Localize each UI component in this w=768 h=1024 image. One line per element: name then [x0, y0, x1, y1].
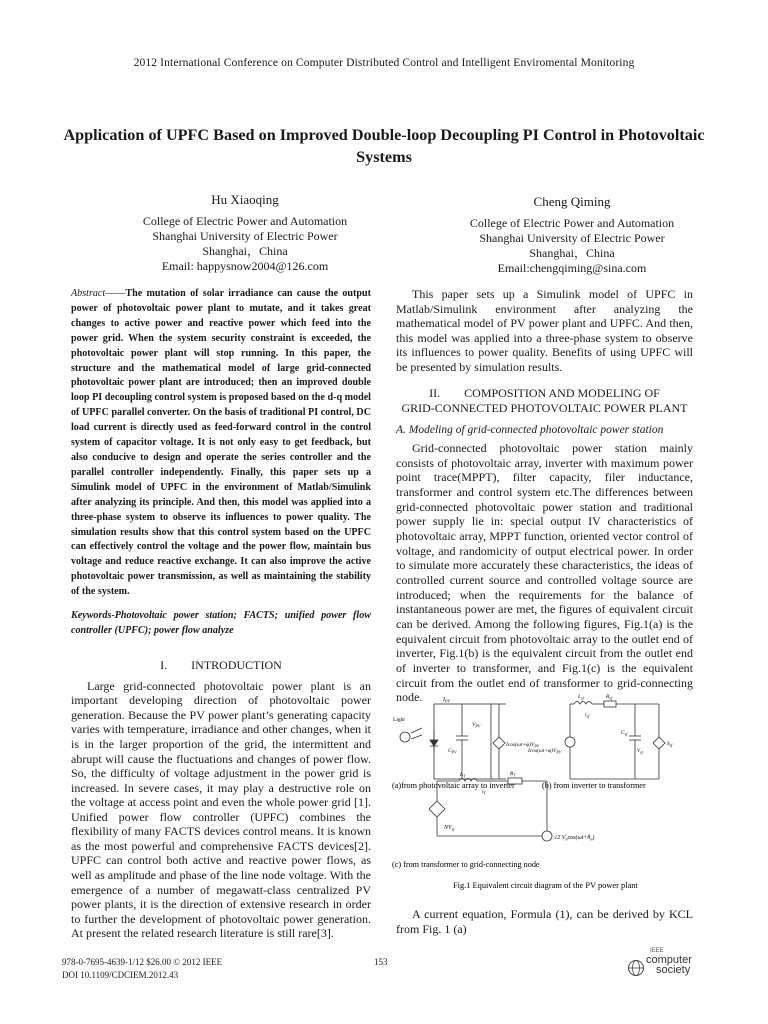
author-block-2: [433, 194, 711, 276]
label-ssf: $S_{sf}$: [667, 741, 673, 748]
label-isf: $i_{sf}$: [585, 712, 590, 719]
controlled-source-sf-icon: [653, 737, 665, 749]
abstract: [71, 287, 371, 600]
light-source-icon: [400, 732, 410, 742]
label-it: $i_T$: [482, 789, 486, 796]
author-email: Email:chengqiming@sina.com: [497, 261, 647, 275]
figure-1-circuit-diagram: [392, 690, 692, 893]
diode-icon: [430, 740, 438, 746]
inductor-sf-icon: [574, 702, 592, 705]
introduction-paragraph: Large grid-connected photovoltaic power plant is an important developing direction of photovoltaic power generation. Because the PV power plant’s generating capacity varies with temperature, irradiance and other changes, when it is in the larger proportion of the grid, the intermittent and abrupt will cause the fluctuations and changes of power flow. So, the difficulty of voltage adjustment in the power grid is increased. In severe cases, it may play a destructive role on the voltage at access point and even the whole power grid [1]. Unified power flow controller (UPFC) combines the flexibility of many FACTS devices control means. It is known as the most powerful and comprehensive FACTS devices[2]. UPFC can control both active and reactive power flows, as well as amplitude and phase of the line node voltage. With the emergence of a number of megawatt-class centralized PV power plants, it is the direction of extensive research in order to further the development of photovoltaic power generation. At present the related research literature is still rare[3].: [71, 678, 371, 941]
logo-society-text: society: [656, 964, 691, 976]
abstract-text: The mutation of solar irradiance can cause the output power of photovoltaic power plant to mutate, and it takes great changes to active power and reactive power which feed into the power grid. When the system security constraint is exceeded, the photovoltaic power plant will stop running. In this paper, the structure and the mathematical model of large grid-connected photovoltaic power plant are introduced; then an improved double loop PI decoupling control system is proposed based on the d-q model of UPFC parallel converter. On the basis of traditional PI control, DC load current is directly used as feed-forward control in the control system of capacitor voltage. It is not only easy to get feedback, but also conducive to design and operate the series controller and the parallel controller independently. Finally, this paper sets up a Simulink model of UPFC in the environment of Matlab/Simulink after analyzing its principle. And then, this model was applied into a three-phase system to observe its influences to power quality. The simulation results show that this control system based on the UPFC can effectively control the voltage and the power flow, maintain bus voltage and reduce reactive exchange. It can also improve the active photovoltaic power transmission, as well as maintaining the stability of the system.: [71, 288, 371, 598]
voltage-source-b-icon: [565, 737, 575, 747]
footer-doi: DOI 10.1109/CDCIEM.2012.43: [62, 970, 179, 980]
label-grid-voltage: √2 $V_n\cos(\omega t+\theta_n)$: [554, 835, 595, 842]
label-source-a: $Icos(\omega t+\varphi)V_{PV}$: [506, 742, 540, 749]
section-heading-composition-1: II. COMPOSITION AND MODELING OF: [429, 385, 660, 400]
abstract-dash: ——: [105, 288, 126, 299]
caption-b: (b) from inverter to transformer: [542, 781, 646, 790]
label-light: Light: [393, 717, 405, 723]
globe-icon: [626, 958, 646, 978]
author-block-1: [115, 192, 375, 274]
label-nvsf: $NV_{sf}$: [444, 825, 455, 832]
ieee-computer-society-logo: [626, 948, 706, 984]
resistor-sf-icon: [604, 701, 616, 707]
abstract-label: Abstract: [71, 288, 106, 299]
controlled-source-c-icon: [429, 801, 445, 817]
label-source-b: $Icos(\omega t+\varphi)V_{PV}$: [528, 748, 562, 755]
label-vsf: $V_{sf}$: [637, 749, 643, 755]
controlled-source-a-icon: [493, 737, 505, 749]
footer-isbn: 978-0-7695-4639-1/12 $26.00 © 2012 IEEE: [62, 957, 223, 967]
left-column: [71, 287, 371, 941]
label-vpv: $V_{PV}$: [472, 722, 481, 729]
label-lsf: $L_{sf}$: [578, 694, 584, 701]
section-heading-composition-2: GRID-CONNECTED PHOTOVOLTAIC POWER PLANT: [401, 400, 688, 415]
circuit-a-frame: [434, 704, 491, 779]
author-name: Hu Xiaoqing: [211, 192, 279, 207]
author-dept: College of Electric Power and Automation: [142, 214, 348, 228]
intro-continuation-paragraph: This paper sets up a Simulink model of UPFC in Matlab/Simulink environment after analyzing the mathematical model of PV power plant and UPFC. And then, this model was applied into a three-phase system to observe its influences to power quality. Benefits of using UPFC will be presented by simulation results.: [396, 287, 693, 374]
author-university: Shanghai University of Electric Power: [479, 231, 665, 245]
author-university: Shanghai University of Electric Power: [152, 229, 338, 243]
label-csf: $C_{sf}$: [621, 730, 628, 737]
page-number: 153: [374, 957, 388, 967]
caption-c: (c) from transformer to grid-connecting node: [392, 860, 540, 869]
label-rsf: $R_{sf}$: [606, 694, 613, 701]
author-city: Shanghai，China: [529, 246, 615, 260]
label-rt: $R_T$: [510, 771, 516, 778]
right-column: [396, 287, 693, 705]
label-lt: $L_T$: [460, 772, 466, 779]
paper-title: Application of UPFC Based on Improved Double-loop Decoupling PI Control in Photovoltaic Systems: [63, 126, 705, 166]
author-email: Email: happysnow2004@126.com: [161, 259, 329, 273]
figure-caption: Fig.1 Equivalent circuit diagram of the PV power plant: [453, 881, 638, 890]
author-name: Cheng Qiming: [533, 194, 611, 209]
subsection-heading: A. Modeling of grid-connected photovoltaic power station: [396, 423, 664, 436]
grid-voltage-source-icon: [542, 831, 552, 841]
label-ipv: $I_{PV}$: [443, 697, 450, 704]
label-cpv: $C_{PV}$: [448, 748, 457, 755]
logo-computer-text: computer: [646, 954, 692, 966]
section-heading-introduction: I. INTRODUCTION: [160, 657, 282, 672]
logo-ieee-text: IEEE: [650, 948, 664, 954]
author-city: Shanghai，China: [202, 244, 288, 258]
author-dept: College of Electric Power and Automation: [469, 216, 675, 230]
modeling-paragraph: Grid-connected photovoltaic power station mainly consists of photovoltaic array, inverter with maximum power point trace(MPPT), filter capacity, filer inductance, transformer and control system etc.The differences between grid-connected photovoltaic power station and traditional power supply lie in: special output IV characteristics of photovoltaic array, MPPT function, oriented vector control of voltage, and randomicity of output electrical power. In order to simulate more accurately these characteristics, the ideas of controlled current source and controlled voltage source are introduced; when the requirements for the balance of instantaneous power are met, the figures of equivalent circuit can be derived. Among the following figures, Fig.1(a) is the equivalent circuit from photovoltaic array to the outlet end of inverter, Fig.1(b) is the equivalent circuit from the outlet end of inverter to transformer, and Fig.1(c) is the equivalent circuit from the outlet end of transformer to grid-connecting node.: [396, 441, 693, 705]
caption-a: (a)from photovoltaic array to inverter: [392, 781, 515, 790]
keywords: Keywords-Photovoltaic power station; FACTS; unified power flow controller (UPFC); power flow analyze: [71, 610, 371, 636]
conference-header: 2012 International Conference on Computer Distributed Control and Intelligent Enviromental Monitoring: [133, 56, 635, 69]
kcl-paragraph: A current equation, Formula (1), can be derived by KCL from Fig. 1 (a): [396, 907, 693, 936]
